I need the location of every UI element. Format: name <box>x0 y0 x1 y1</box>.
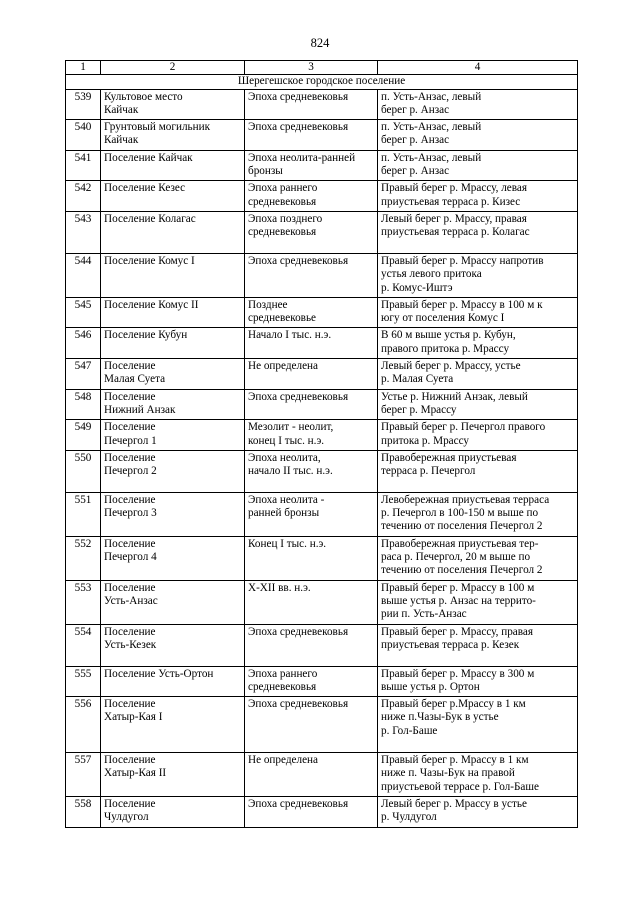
monument-name: Поселение Комус I <box>101 253 245 297</box>
monument-name: Поселение Печергол 1 <box>101 420 245 451</box>
row-number: 547 <box>66 359 101 390</box>
table-row <box>66 253 578 297</box>
table-row <box>66 666 578 697</box>
dating-period: Эпоха раннего средневековья <box>245 181 378 212</box>
dating-period: Эпоха неолита-ранней бронзы <box>245 150 378 181</box>
dating-period: Эпоха средневековья <box>245 697 378 753</box>
dating-period: Конец I тыс. н.э. <box>245 536 378 580</box>
location-description: В 60 м выше устья р. Кубун, правого притока р. Мрассу <box>378 328 578 359</box>
monument-name: Поселение Малая Суета <box>101 359 245 390</box>
monument-name: Поселение Печергол 3 <box>101 492 245 536</box>
table-row <box>66 120 578 151</box>
location-description: Левобережная приустьевая терраса р. Печергол в 100-150 м выше по течению от поселения Печергол 2 <box>378 492 578 536</box>
monument-name: Поселение Печергол 4 <box>101 536 245 580</box>
monument-name: Поселение Усть-Кезек <box>101 624 245 666</box>
dating-period: Эпоха неолита, начало II тыс. н.э. <box>245 450 378 492</box>
table-row <box>66 697 578 753</box>
row-number: 548 <box>66 389 101 420</box>
row-number: 542 <box>66 181 101 212</box>
table-row <box>66 297 578 328</box>
location-description: Правый берег р. Мрассу, левая приустьевая терраса р. Кизес <box>378 181 578 212</box>
column-header-2: 2 <box>101 61 245 75</box>
section-row <box>66 75 578 89</box>
monument-name: Поселение Нижний Анзак <box>101 389 245 420</box>
monument-name: Поселение Чулдугол <box>101 796 245 827</box>
monument-name: Поселение Кайчак <box>101 150 245 181</box>
table-row <box>66 753 578 797</box>
monument-name: Поселение Колагас <box>101 211 245 253</box>
row-number: 557 <box>66 753 101 797</box>
table-row <box>66 420 578 451</box>
row-number: 551 <box>66 492 101 536</box>
table-row <box>66 492 578 536</box>
monument-name: Поселение Кезес <box>101 181 245 212</box>
row-number: 543 <box>66 211 101 253</box>
location-description: Устье р. Нижний Анзак, левый берег р. Мрассу <box>378 389 578 420</box>
row-number: 550 <box>66 450 101 492</box>
table-body <box>66 61 578 828</box>
row-number: 552 <box>66 536 101 580</box>
dating-period: X-XII вв. н.э. <box>245 580 378 624</box>
monument-name: Поселение Хатыр-Кая I <box>101 697 245 753</box>
table-row <box>66 796 578 827</box>
table-row <box>66 89 578 120</box>
column-header-1: 1 <box>66 61 101 75</box>
monument-name: Поселение Комус II <box>101 297 245 328</box>
dating-period: Эпоха средневековья <box>245 389 378 420</box>
table-row <box>66 181 578 212</box>
monument-name: Поселение Кубун <box>101 328 245 359</box>
dating-period: Эпоха средневековья <box>245 120 378 151</box>
location-description: Правый берег р.Мрассу в 1 км ниже п.Чазы-Бук в устье р. Гол-Баше <box>378 697 578 753</box>
location-description: Левый берег р. Мрассу, правая приустьевая терраса р. Колагас <box>378 211 578 253</box>
dating-period: Эпоха средневековья <box>245 253 378 297</box>
location-description: п. Усть-Анзас, левый берег р. Анзас <box>378 120 578 151</box>
monument-name: Грунтовый могильник Кайчак <box>101 120 245 151</box>
section-title: Шерегешское городское поселение <box>66 75 578 89</box>
monument-name: Поселение Усть-Анзас <box>101 580 245 624</box>
table-row <box>66 211 578 253</box>
table-row <box>66 150 578 181</box>
monument-name: Поселение Хатыр-Кая II <box>101 753 245 797</box>
location-description: Правый берег р. Мрассу в 300 м выше устья р. Ортон <box>378 666 578 697</box>
row-number: 539 <box>66 89 101 120</box>
dating-period: Эпоха средневековья <box>245 89 378 120</box>
dating-period: Позднее средневековье <box>245 297 378 328</box>
row-number: 545 <box>66 297 101 328</box>
dating-period: Эпоха средневековья <box>245 624 378 666</box>
monument-name: Культовое место Кайчак <box>101 89 245 120</box>
dating-period: Не определена <box>245 753 378 797</box>
location-description: Правобережная приустьевая терраса р. Печергол <box>378 450 578 492</box>
dating-period: Мезолит - неолит, конец I тыс. н.э. <box>245 420 378 451</box>
location-description: п. Усть-Анзас, левый берег р. Анзас <box>378 150 578 181</box>
dating-period: Эпоха раннего средневековья <box>245 666 378 697</box>
page-number: 824 <box>310 36 330 50</box>
row-number: 558 <box>66 796 101 827</box>
row-number: 541 <box>66 150 101 181</box>
table-row <box>66 359 578 390</box>
location-description: Правобережная приустьевая тер- раса р. Печергол, 20 м выше по течению от поселения Печергол 2 <box>378 536 578 580</box>
table-row <box>66 328 578 359</box>
location-description: Левый берег р. Мрассу в устье р. Чулдугол <box>378 796 578 827</box>
dating-period: Эпоха неолита - ранней бронзы <box>245 492 378 536</box>
dating-period: Начало I тыс. н.э. <box>245 328 378 359</box>
row-number: 553 <box>66 580 101 624</box>
column-header-3: 3 <box>245 61 378 75</box>
column-number-row <box>66 61 578 75</box>
monument-name: Поселение Печергол 2 <box>101 450 245 492</box>
table-row <box>66 450 578 492</box>
dating-period: Эпоха средневековья <box>245 796 378 827</box>
location-description: Правый берег р. Мрассу, правая приустьевая терраса р. Кезек <box>378 624 578 666</box>
location-description: Левый берег р. Мрассу, устье р. Малая Суета <box>378 359 578 390</box>
table-row <box>66 580 578 624</box>
row-number: 549 <box>66 420 101 451</box>
location-description: Правый берег р. Мрассу в 100 м выше устья р. Анзас на террито- рии п. Усть-Анзас <box>378 580 578 624</box>
location-description: п. Усть-Анзас, левый берег р. Анзас <box>378 89 578 120</box>
location-description: Правый берег р. Мрассу в 1 км ниже п. Чазы-Бук на правой приустьевой террасе р. Гол-Баше <box>378 753 578 797</box>
monuments-table <box>65 60 578 828</box>
row-number: 556 <box>66 697 101 753</box>
table-row <box>66 536 578 580</box>
table-row <box>66 389 578 420</box>
dating-period: Не определена <box>245 359 378 390</box>
row-number: 555 <box>66 666 101 697</box>
location-description: Правый берег р. Мрассу напротив устья левого притока р. Комус-Иштэ <box>378 253 578 297</box>
column-header-4: 4 <box>378 61 578 75</box>
row-number: 540 <box>66 120 101 151</box>
location-description: Правый берег р. Печергол правого притока р. Мрассу <box>378 420 578 451</box>
monument-name: Поселение Усть-Ортон <box>101 666 245 697</box>
dating-period: Эпоха позднего средневековья <box>245 211 378 253</box>
row-number: 544 <box>66 253 101 297</box>
row-number: 554 <box>66 624 101 666</box>
table-row <box>66 624 578 666</box>
row-number: 546 <box>66 328 101 359</box>
location-description: Правый берег р. Мрассу в 100 м к югу от поселения Комус I <box>378 297 578 328</box>
